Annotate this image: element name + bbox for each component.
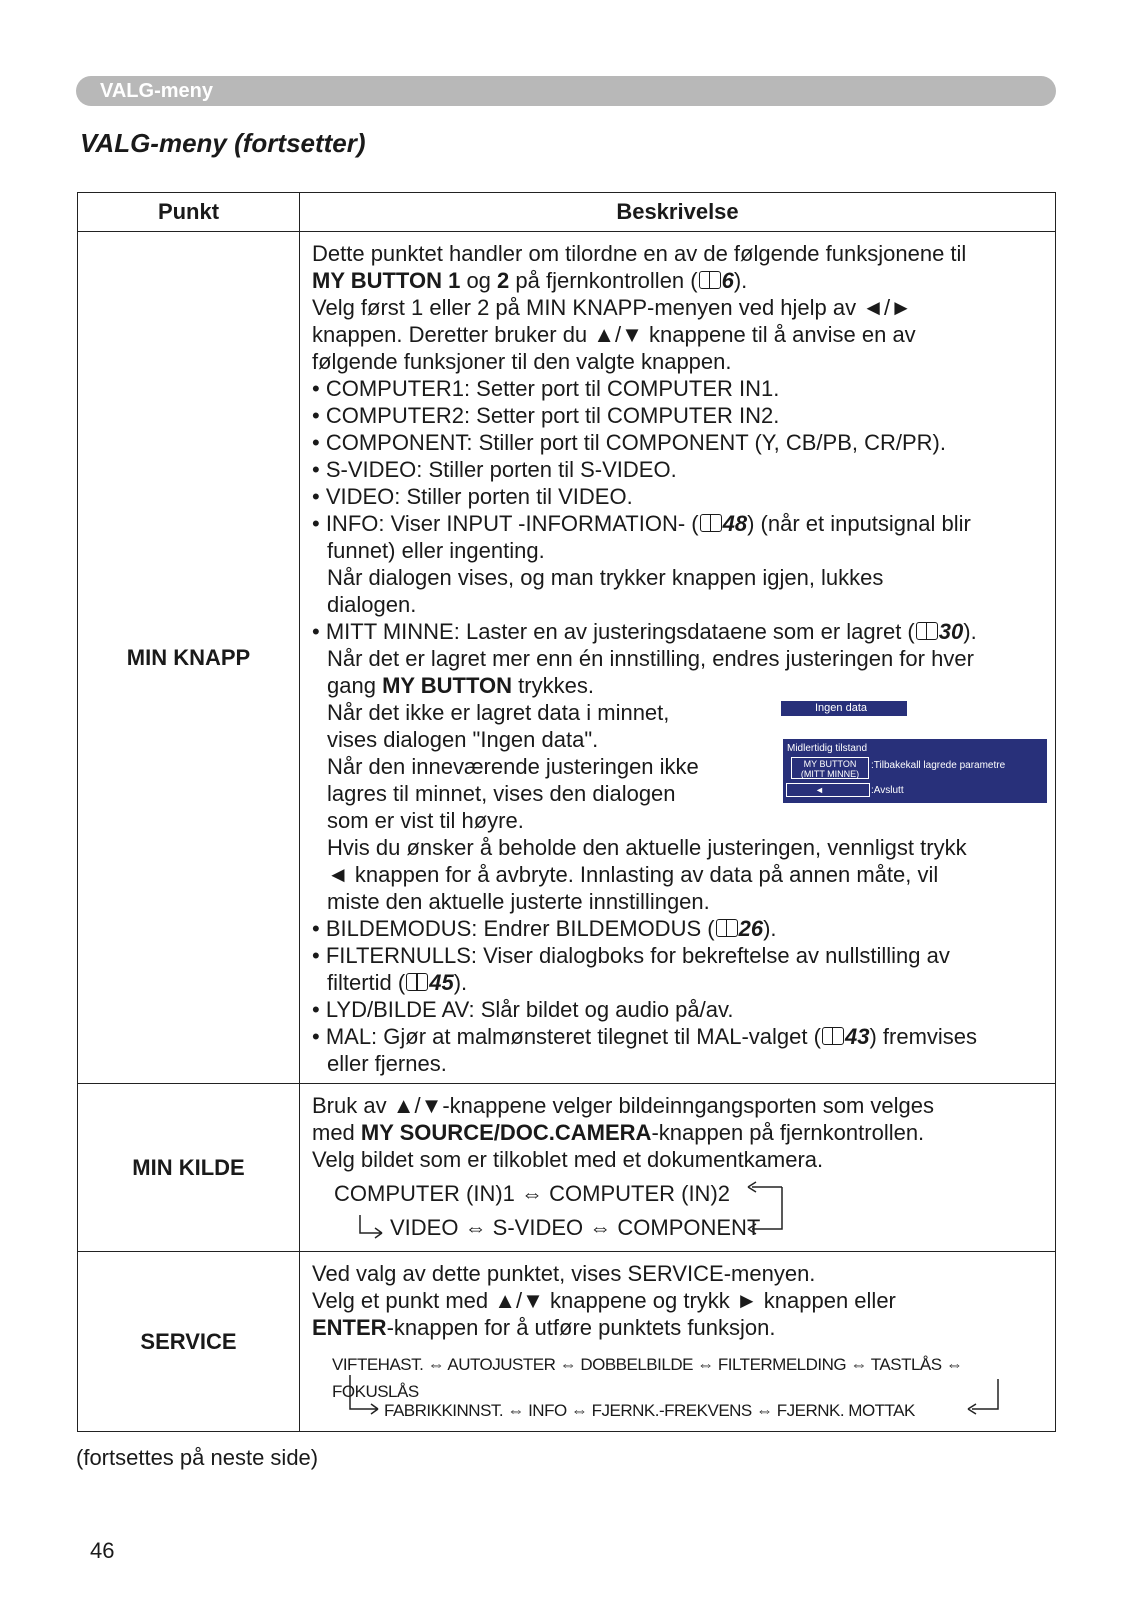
text-line: Dette punktet handler om tilordne en av de følgende funksjonene til: [312, 241, 967, 266]
text-line: Velg et punkt med ▲/▼ knappene og trykk ► knappen eller: [312, 1288, 896, 1313]
bullet-item: • MITT MINNE: Laster en av justeringsdataene som er lagret ( 30).: [312, 619, 977, 644]
dialog-examples-area: [312, 699, 1047, 834]
table-row: [78, 1084, 1056, 1252]
text-line: miste den aktuelle justerte innstillingen.: [327, 889, 710, 914]
text-line: Når det er lagret mer enn én innstilling, endres justeringen for hver: [327, 646, 974, 671]
table-header-row: [78, 193, 1056, 232]
page-title: VALG-meny (fortsetter): [80, 128, 366, 158]
section-header-label: VALG-meny: [100, 80, 213, 102]
page-reference: 43: [844, 1024, 870, 1049]
service-flow-line-2: FABRIKKINNST. ⇔ INFO ⇔ FJERNK.-FREKVENS ⇔ FJERNK. MOTTAK: [384, 1401, 915, 1420]
item-description-min-knapp: [300, 232, 1056, 1084]
table-row: [78, 1252, 1056, 1432]
bullet-item: • BILDEMODUS: Endrer BILDEMODUS ( 26).: [312, 916, 777, 941]
dialog-my-button-box: MY BUTTON (MITT MINNE): [791, 757, 869, 779]
book-icon: [716, 919, 738, 937]
dialog-exit-text: :Avslutt: [871, 785, 904, 796]
column-header-description: Beskrivelse: [300, 193, 1056, 232]
service-flow-line-1: VIFTEHAST. ⇔ AUTOJUSTER ⇔ DOBBELBILDE ⇔ FILTERMELDING ⇔ TASTLÅS ⇔ FOKUSLÅS: [332, 1355, 963, 1401]
item-label-service: SERVICE: [78, 1252, 300, 1432]
bullet-item: • VIDEO: Stiller porten til VIDEO.: [312, 484, 633, 509]
temporary-state-dialog: [783, 739, 1047, 803]
section-header-bar: [76, 76, 1056, 106]
source-cycle-diagram: [312, 1179, 1047, 1245]
continued-note: (fortsettes på neste side): [76, 1445, 319, 1470]
cycle-line-2: VIDEO ⇔ S-VIDEO ⇔ COMPONENT: [390, 1215, 761, 1240]
text-line: vises dialogen "Ingen data".: [327, 727, 599, 752]
table-row: [78, 232, 1056, 1084]
menu-table: [77, 192, 1056, 1432]
bullet-item: • COMPUTER2: Setter port til COMPUTER IN2.: [312, 403, 780, 428]
text-line: Velg først 1 eller 2 på MIN KNAPP-menyen ved hjelp av ◄/►: [312, 295, 912, 320]
page-reference: 48: [722, 511, 748, 536]
text-line: knappen. Deretter bruker du ▲/▼ knappene til å anvise en av: [312, 322, 916, 347]
text-line: filtertid ( 45).: [327, 970, 468, 995]
book-icon: [822, 1027, 844, 1045]
service-loop-arrows-icon: [312, 1347, 1012, 1425]
bullet-item: • MAL: Gjør at malmønsteret tilegnet til MAL-valget ( 43) fremvises: [312, 1024, 978, 1049]
cycle-loop-arrows-icon: [312, 1179, 792, 1245]
text-line: MY BUTTON 1 og 2 på fjernkontrollen ( 6).: [312, 268, 748, 293]
text-line: Når dialogen vises, og man trykker knappen igjen, lukkes: [327, 565, 884, 590]
page-reference: 45: [429, 970, 454, 995]
no-data-dialog: Ingen data: [781, 701, 907, 716]
bullet-item: • COMPONENT: Stiller port til COMPONENT (Y, CB/PB, CR/PR).: [312, 430, 946, 455]
bullet-item: • FILTERNULLS: Viser dialogboks for bekreftelse av nullstilling av: [312, 943, 950, 968]
column-header-item: Punkt: [78, 193, 300, 232]
text-line: Bruk av ▲/▼-knappene velger bildeinngangsporten som velges: [312, 1093, 935, 1118]
book-icon: [916, 622, 938, 640]
item-description-min-kilde: [300, 1084, 1056, 1252]
bullet-item: • LYD/BILDE AV: Slår bildet og audio på/av.: [312, 997, 734, 1022]
page-reference: 6: [721, 268, 734, 293]
bullet-item: • INFO: Viser INPUT -INFORMATION- ( 48) (når et inputsignal blir: [312, 511, 971, 536]
item-description-service: [300, 1252, 1056, 1432]
page-reference: 30: [938, 619, 964, 644]
book-icon: [699, 271, 721, 289]
text-line: ◄ knappen for å avbryte. Innlasting av data på annen måte, vil: [327, 862, 939, 887]
book-icon: [700, 514, 722, 532]
page-reference: 26: [738, 916, 764, 941]
text-line: Velg bildet som er tilkoblet med et dokumentkamera.: [312, 1147, 824, 1172]
text-line: gang MY BUTTON trykkes.: [327, 673, 594, 698]
text-line: lagres til minnet, vises den dialogen: [327, 781, 676, 806]
text-line: Når den inneværende justeringen ikke: [327, 754, 699, 779]
book-icon: [406, 973, 428, 991]
text-line: som er vist til høyre.: [327, 808, 524, 833]
text-line: ENTER-knappen for å utføre punktets funksjon.: [312, 1315, 776, 1340]
item-label-min-knapp: MIN KNAPP: [78, 232, 300, 1084]
text-line: med MY SOURCE/DOC.CAMERA-knappen på fjernkontrollen.: [312, 1120, 925, 1145]
bullet-item: • COMPUTER1: Setter port til COMPUTER IN1.: [312, 376, 780, 401]
text-line: eller fjernes.: [327, 1051, 447, 1076]
service-menu-flow: [312, 1347, 1047, 1425]
text-line: følgende funksjoner til den valgte knappen.: [312, 349, 732, 374]
bullet-item: • S-VIDEO: Stiller porten til S-VIDEO.: [312, 457, 677, 482]
dialog-recall-text: :Tilbakekall lagrede parametre: [871, 760, 1006, 771]
dialog-left-arrow-box: [786, 783, 870, 797]
text-line: Når det ikke er lagret data i minnet,: [327, 700, 670, 725]
text-line: funnet) eller ingenting.: [327, 538, 545, 563]
text-line: Hvis du ønsker å beholde den aktuelle justeringen, vennligst trykk: [327, 835, 967, 860]
item-label-min-kilde: MIN KILDE: [78, 1084, 300, 1252]
page-number: 46: [90, 1538, 115, 1563]
text-line: Ved valg av dette punktet, vises SERVICE-menyen.: [312, 1261, 816, 1286]
dialog-title: Midlertidig tilstand: [787, 743, 868, 754]
left-arrow-icon: ◄: [815, 785, 824, 795]
cycle-line-1: COMPUTER (IN)1 ⇔ COMPUTER (IN)2: [334, 1181, 730, 1206]
text-line: dialogen.: [327, 592, 417, 617]
